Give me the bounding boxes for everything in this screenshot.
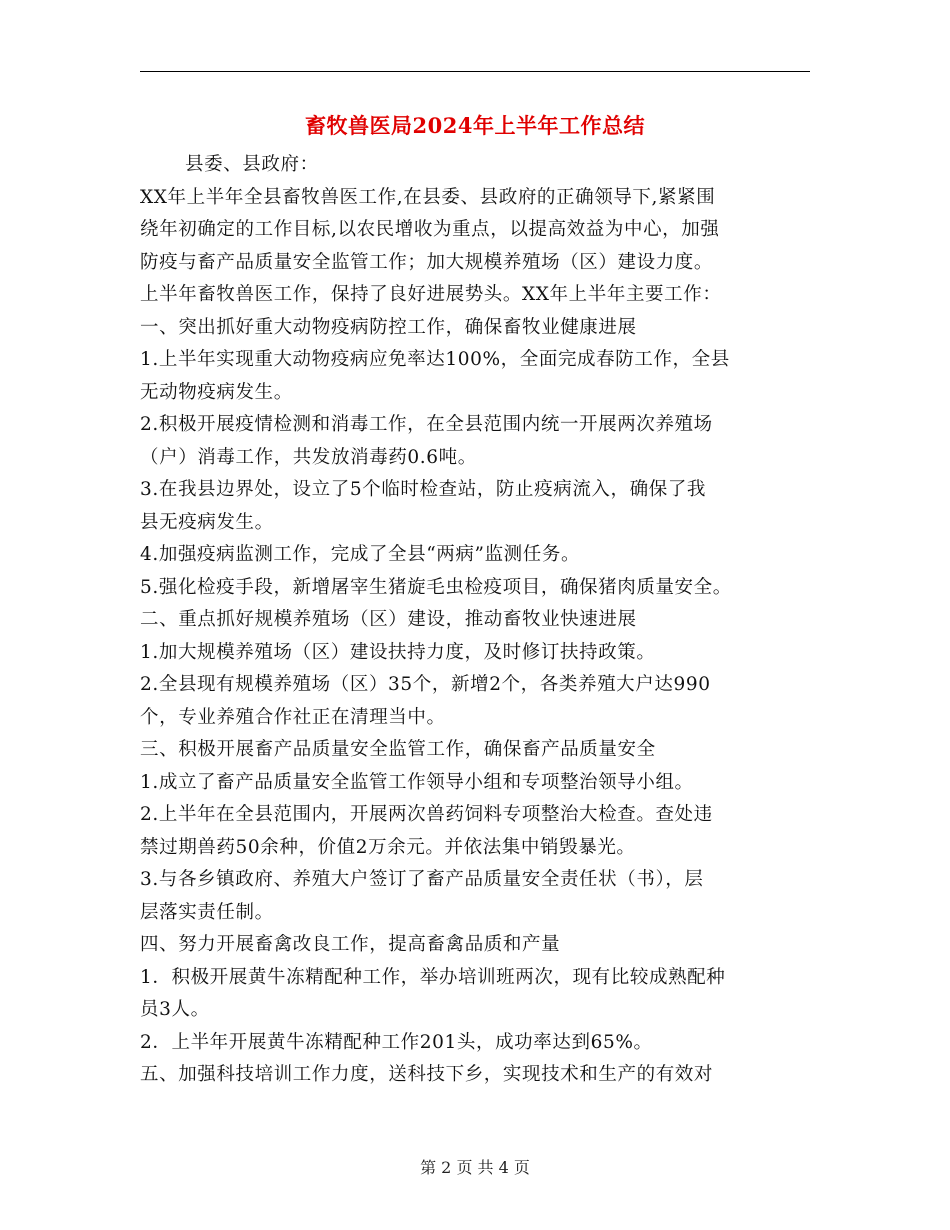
body-line: 无动物疫病发生。 (140, 381, 293, 403)
body-line: 防疫与畜产品质量安全监管工作；加大规模养殖场（区）建设力度。 (140, 251, 714, 273)
salutation: 县委、县政府： (185, 154, 319, 175)
body-line: 2.全县现有规模养殖场（区）35个，新增2个，各类养殖大户达990 (140, 674, 711, 695)
body-line: 2．上半年开展黄牛冻精配种工作201头，成功率达到65%。 (140, 1031, 653, 1053)
header-rule (140, 71, 810, 72)
body-line: 层落实责任制。 (140, 901, 274, 923)
body-line: 5.强化检疫手段，新增屠宰生猪旋毛虫检疫项目，确保猪肉质量安全。 (140, 576, 732, 598)
section-heading: 二、重点抓好规模养殖场（区）建设，推动畜牧业快速进展 (140, 609, 637, 630)
section-heading: 四、努力开展畜禽改良工作，提高畜禽品质和产量 (140, 934, 561, 955)
section-heading: 一、突出抓好重大动物疫病防控工作，确保畜牧业健康进展 (140, 316, 637, 338)
body-line: 上半年畜牧兽医工作，保持了良好进展势头。XX年上半年主要工作： (140, 284, 722, 305)
body-line: 1．积极开展黄牛冻精配种工作，举办培训班两次，现有比较成熟配种 (140, 966, 726, 988)
body-line: 1.加大规模养殖场（区）建设扶持力度，及时修订扶持政策。 (140, 641, 656, 663)
body-line: 3.在我县边界处，设立了5个临时检查站，防止疫病流入，确保了我 (140, 479, 707, 500)
body-line: 3.与各乡镇政府、养殖大户签订了畜产品质量安全责任状（书），层 (140, 869, 704, 890)
document-body (140, 149, 810, 1092)
page-number-footer: 第 2 页 共 4 页 (420, 1158, 530, 1177)
section-heading: 三、积极开展畜产品质量安全监管工作，确保畜产品质量安全 (140, 739, 656, 760)
body-line: 县无疫病发生。 (140, 511, 274, 533)
body-line: （户）消毒工作，共发放消毒药0.6吨。 (140, 446, 477, 468)
body-line: 禁过期兽药50余种，价值2万余元。并依法集中销毁暴光。 (140, 836, 636, 858)
body-line: 个，专业养殖合作社正在清理当中。 (140, 706, 446, 728)
body-line: 1.上半年实现重大动物疫病应免率达100%，全面完成春防工作，全县 (140, 349, 730, 370)
body-line: 2.上半年在全县范围内，开展两次兽药饲料专项整治大检查。查处违 (140, 804, 713, 825)
body-line: 2.积极开展疫情检测和消毒工作，在全县范围内统一开展两次养殖场 (140, 414, 713, 435)
document-title: 畜牧兽医局2024年上半年工作总结 (305, 113, 645, 138)
body-line: 员3人。 (140, 999, 210, 1020)
section-heading: 五、加强科技培训工作力度，送科技下乡，实现技术和生产的有效对 (140, 1064, 714, 1085)
body-line: 4.加强疫病监测工作，完成了全县“两病”监测任务。 (140, 544, 581, 565)
body-line: 绕年初确定的工作目标,以农民增收为重点，以提高效益为中心，加强 (140, 219, 720, 240)
body-line: XX年上半年全县畜牧兽医工作,在县委、县政府的正确领导下,紧紧围 (140, 186, 716, 208)
body-line: 1.成立了畜产品质量安全监管工作领导小组和专项整治领导小组。 (140, 771, 694, 793)
